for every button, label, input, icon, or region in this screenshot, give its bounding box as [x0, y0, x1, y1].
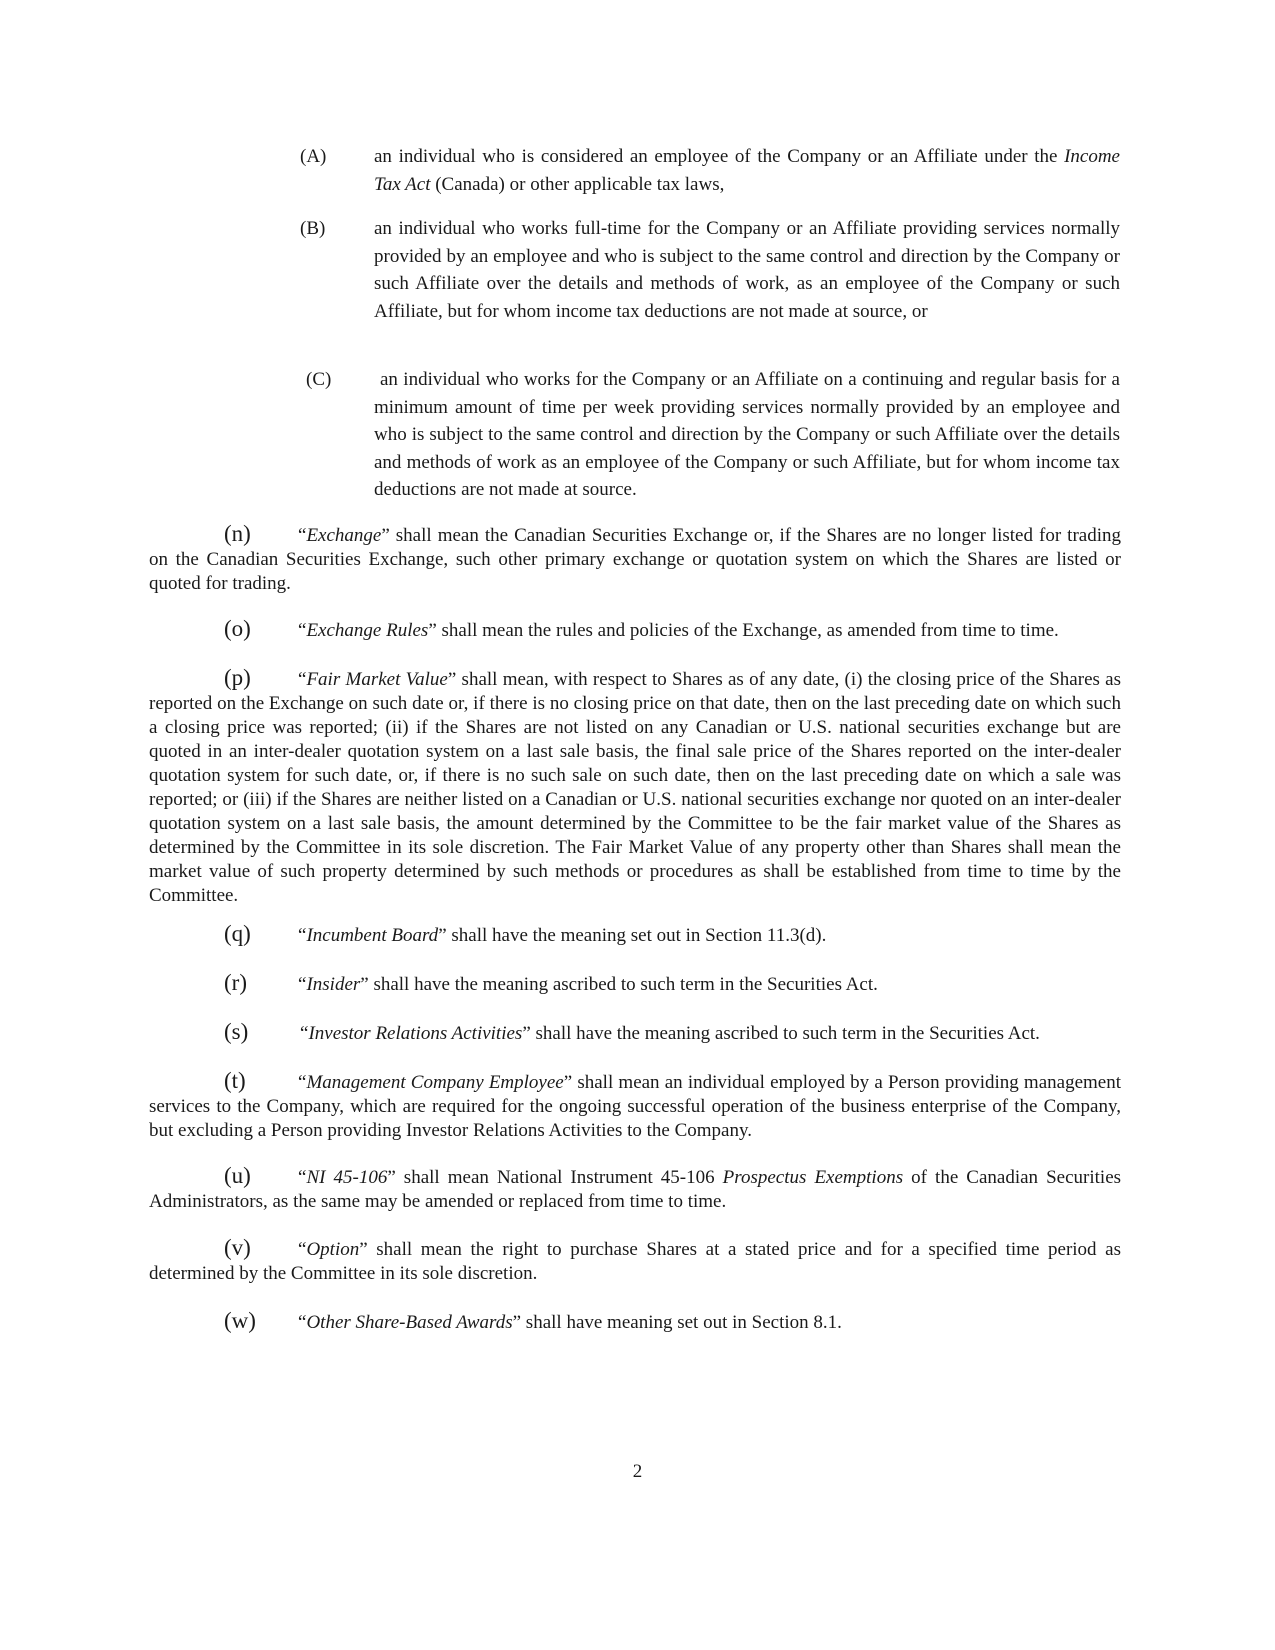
- subitem-text: an individual who is considered an employee of the Company or an Affiliate under the Income Tax Act (Canada) or other applicable tax laws,: [374, 146, 1120, 195]
- defined-term: Management Company Employee: [306, 1072, 564, 1093]
- subitem-b: [300, 215, 1120, 325]
- defined-term: NI 45-106: [306, 1167, 388, 1188]
- subitem-c: [300, 366, 1120, 504]
- definition-text: ” shall have the meaning set out in Section 11.3(d).: [438, 925, 827, 946]
- definition-label: (v): [224, 1235, 251, 1260]
- definition-text: ” shall mean the rules and policies of the Exchange, as amended from time to time.: [428, 620, 1059, 641]
- definition-o: (o) “Exchange Rules” shall mean the rules and policies of the Exchange, as amended from time to time.: [224, 616, 1059, 641]
- definition-text: ” shall have the meaning ascribed to such term in the Securities Act.: [522, 1023, 1040, 1044]
- subitem-text: an individual who works for the Company or an Affiliate on a continuing and regular basis for a minimum amount of time per week providing services normally provided by an employee and who is subject to the same control and direction by the Company or such Affiliate over the details and methods of work as an employee of the Company or such Affiliate, but for whom income tax deductions are not made at source.: [374, 369, 1120, 500]
- defined-term: Exchange: [306, 525, 382, 546]
- definition-text: ” shall mean the right to purchase Shares at a stated price and for a specified time period as determined by the Committee in its sole discretion.: [149, 1239, 1121, 1284]
- defined-term: Insider: [306, 974, 361, 995]
- page-number: 2: [632, 1461, 643, 1482]
- definition-label: (p): [224, 665, 251, 690]
- definition-label: (n): [224, 521, 251, 546]
- defined-term: Incumbent Board: [306, 925, 439, 946]
- definition-t: (t) “Management Company Employee” shall mean an individual employed by a Person providing management services to the Company, which are required for the ongoing successful operation of the business enterprise of the Company, but excluding a Person providing Investor Relations Activities to the Company.: [149, 1068, 1121, 1141]
- subitem-label: (A): [300, 146, 327, 167]
- defined-term: Option: [306, 1239, 360, 1260]
- definition-n: (n) “Exchange” shall mean the Canadian Securities Exchange or, if the Shares are no longer listed for trading on the Canadian Securities Exchange, such other primary exchange or quotation system on which the Shares are listed or quoted for trading.: [149, 521, 1121, 594]
- subitem-label: (B): [300, 218, 326, 239]
- definition-text: ” shall mean National Instrument 45-106 Prospectus Exemptions of the Canadian Securities Administrators, as the same may be amended or replaced from time to time.: [149, 1167, 1122, 1212]
- definition-text: ” shall have meaning set out in Section 8.1.: [512, 1312, 842, 1333]
- defined-term: Exchange Rules: [306, 620, 429, 641]
- subitem-a: [300, 143, 1120, 198]
- definition-q: (q) “Incumbent Board” shall have the meaning set out in Section 11.3(d).: [224, 921, 827, 946]
- definition-label: (o): [224, 616, 251, 641]
- definition-label: (u): [224, 1163, 251, 1188]
- defined-term: Investor Relations Activities: [308, 1023, 523, 1044]
- definition-label: (s): [224, 1019, 249, 1044]
- definition-label: (w): [224, 1308, 256, 1333]
- statute-name: Income Tax Act: [374, 146, 1120, 195]
- definition-text: ” shall mean the Canadian Securities Exchange or, if the Shares are no longer listed for trading on the Canadian Securities Exchange, such other primary exchange or quotation system on which the Shares are listed or quoted for trading.: [149, 525, 1121, 594]
- definition-r: (r) “Insider” shall have the meaning ascribed to such term in the Securities Act.: [224, 970, 878, 995]
- definition-label: (q): [224, 921, 251, 946]
- definition-text: ” shall mean an individual employed by a Person providing management services to the Company, which are required for the ongoing successful operation of the business enterprise of the Company, but excluding a Person providing Investor Relations Activities to the Company.: [149, 1072, 1121, 1141]
- instrument-title: Prospectus Exemptions: [722, 1167, 904, 1188]
- defined-term: Fair Market Value: [306, 669, 448, 690]
- definition-u: (u) “NI 45-106” shall mean National Instrument 45-106 Prospectus Exemptions of the Canadian Securities Administrators, as the same may be amended or replaced from time to time.: [149, 1163, 1122, 1212]
- definition-p: (p) “Fair Market Value” shall mean, with respect to Shares as of any date, (i) the closing price of the Shares as reported on the Exchange on such date or, if there is no closing price on that date, then on the last preceding date on which such a closing price was reported; (ii) if the Shares are not listed on any Canadian or U.S. national securities exchange but are quoted in an inter-dealer quotation system on a last sale basis, the final sale price of the Shares reported on the inter-dealer quotation system for such date, or, if there is no such sale on such date, then on the last preceding date on which a sale was reported; or (iii) if the Shares are neither listed on a Canadian or U.S. national securities exchange nor quoted on an inter-dealer quotation system on a last sale basis, the amount determined by the Committee to be the fair market value of the Shares as determined by the Committee in its sole discretion. The Fair Market Value of any property other than Shares shall mean the market value of such property determined by such methods or procedures as shall be established from time to time by the Committee.: [149, 665, 1121, 906]
- definition-s: (s) “Investor Relations Activities” shall have the meaning ascribed to such term in the Securities Act.: [224, 1019, 1040, 1044]
- definition-label: (r): [224, 970, 247, 995]
- subitem-text: an individual who works full-time for the Company or an Affiliate providing services normally provided by an employee and who is subject to the same control and direction by the Company or such Affiliate over the details and methods of work, as an employee of the Company or such Affiliate, but for whom income tax deductions are not made at source, or: [374, 218, 1120, 322]
- subitem-label: (C): [306, 369, 332, 390]
- definition-label: (t): [224, 1068, 246, 1093]
- definition-text: ” shall have the meaning ascribed to such term in the Securities Act.: [360, 974, 878, 995]
- definition-text: ” shall mean, with respect to Shares as of any date, (i) the closing price of the Shares as reported on the Exchange on such date or, if there is no closing price on that date, then on the last preceding date on which such a closing price was reported; (ii) if the Shares are not listed on any Canadian or U.S. national securities exchange but are quoted in an inter-dealer quotation system on a last sale basis, the final sale price of the Shares reported on the inter-dealer quotation system for such date, or, if there is no such sale on such date, then on the last preceding date on which a sale was reported; or (iii) if the Shares are neither listed on a Canadian or U.S. national securities exchange nor quoted on an inter-dealer quotation system on a last sale basis, the amount determined by the Committee to be the fair market value of the Shares as determined by the Committee in its sole discretion. The Fair Market Value of any property other than Shares shall mean the market value of such property determined by such methods or procedures as shall be established from time to time by the Committee.: [149, 669, 1121, 906]
- defined-term: Other Share-Based Awards: [306, 1312, 513, 1333]
- definition-w: (w) “Other Share-Based Awards” shall have meaning set out in Section 8.1.: [224, 1308, 842, 1333]
- definition-v: (v) “Option” shall mean the right to purchase Shares at a stated price and for a specified time period as determined by the Committee in its sole discretion.: [149, 1235, 1121, 1284]
